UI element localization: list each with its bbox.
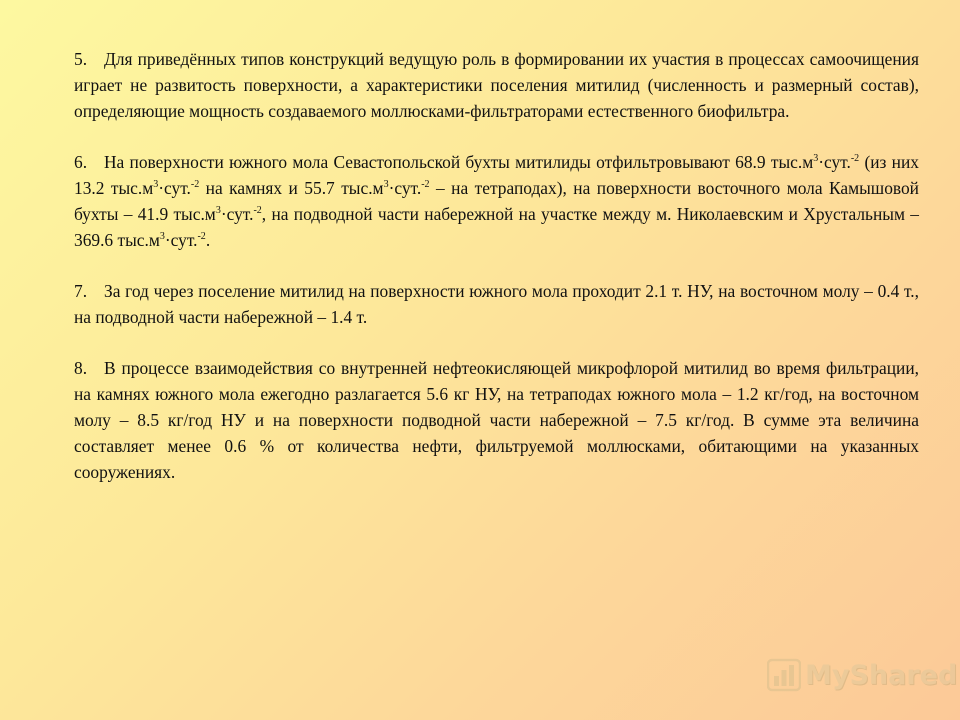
paragraph-text: ·сут.: [388, 178, 422, 198]
paragraph-text: Для приведённых типов конструкций ведущую роль в формировании их участия в процессах самоочищения играет не развитость поверхности, а характеристики поселения митилид (численность и размерный состав), определяющие мощность создаваемого моллюсками-фильтраторами естественного биофильтра.: [74, 49, 919, 121]
paragraph-text: – на тетраподах), на поверхности восточного мола Камышовой бухты – 41.9 тыс.м: [74, 178, 919, 224]
paragraph-text: ·сут.: [164, 230, 198, 250]
paragraph-text: на камнях и 55.7 тыс.м: [199, 178, 384, 198]
paragraph-number: 5.: [74, 49, 88, 69]
paragraph-text: На поверхности южного мола Севастопольской бухты митилиды отфильтровывают 68.9 тыс.м: [104, 152, 814, 172]
superscript-cube: 3: [153, 179, 159, 190]
superscript-per-day: -2: [197, 231, 206, 242]
paragraph-text: ·сут.: [158, 178, 191, 198]
paragraph-text: , на подводной части набережной на участке между м. Николаевским и Хрустальным – 369.6 тыс.м: [74, 204, 919, 250]
paragraph-text: ·сут.: [818, 152, 851, 172]
superscript-per-day: -2: [421, 179, 430, 190]
paragraph-7: [74, 278, 919, 330]
slide-content: [74, 46, 919, 510]
paragraph-text: В процессе взаимодействия со внутренней нефтеокисляющей микрофлорой митилид во время фильтрации, на камнях южного мола ежегодно разлагается 5.6 кг НУ, на тетраподах южного мола – 1.2 кг/год, на восточном молу – 8.5 кг/год НУ и на поверхности подводной части набережной – 7.5 кг/год. В сумме эта величина составляет менее 0.6 % от количества нефти, фильтруемой моллюсками, обитающими на указанных сооружениях.: [74, 358, 919, 482]
superscript-per-day: -2: [190, 179, 200, 190]
paragraph-text: ·сут.: [220, 204, 254, 224]
paragraph-8: [74, 355, 919, 485]
paragraph-6: [74, 149, 919, 253]
paragraph-5: [74, 46, 919, 124]
watermark-text: MyShared: [805, 659, 958, 691]
superscript-cube: 3: [159, 231, 165, 242]
paragraph-text: За год через поселение митилид на поверхности южного мола проходит 2.1 т. НУ, на восточном молу – 0.4 т., на подводной части набережной – 1.4 т.: [74, 281, 919, 327]
watermark-logo: [767, 655, 958, 695]
paragraph-number: 6.: [74, 152, 88, 172]
superscript-cube: 3: [813, 153, 819, 164]
superscript-per-day: -2: [850, 153, 860, 164]
paragraph-text: .: [205, 230, 211, 250]
paragraph-number: 7.: [74, 281, 88, 301]
superscript-cube: 3: [215, 205, 221, 216]
superscript-per-day: -2: [253, 205, 262, 216]
paragraph-text: (из них 13.2 тыс.м: [74, 152, 919, 198]
paragraph-number: 8.: [74, 358, 88, 378]
bar-chart-icon: [767, 658, 801, 692]
superscript-cube: 3: [383, 179, 389, 190]
